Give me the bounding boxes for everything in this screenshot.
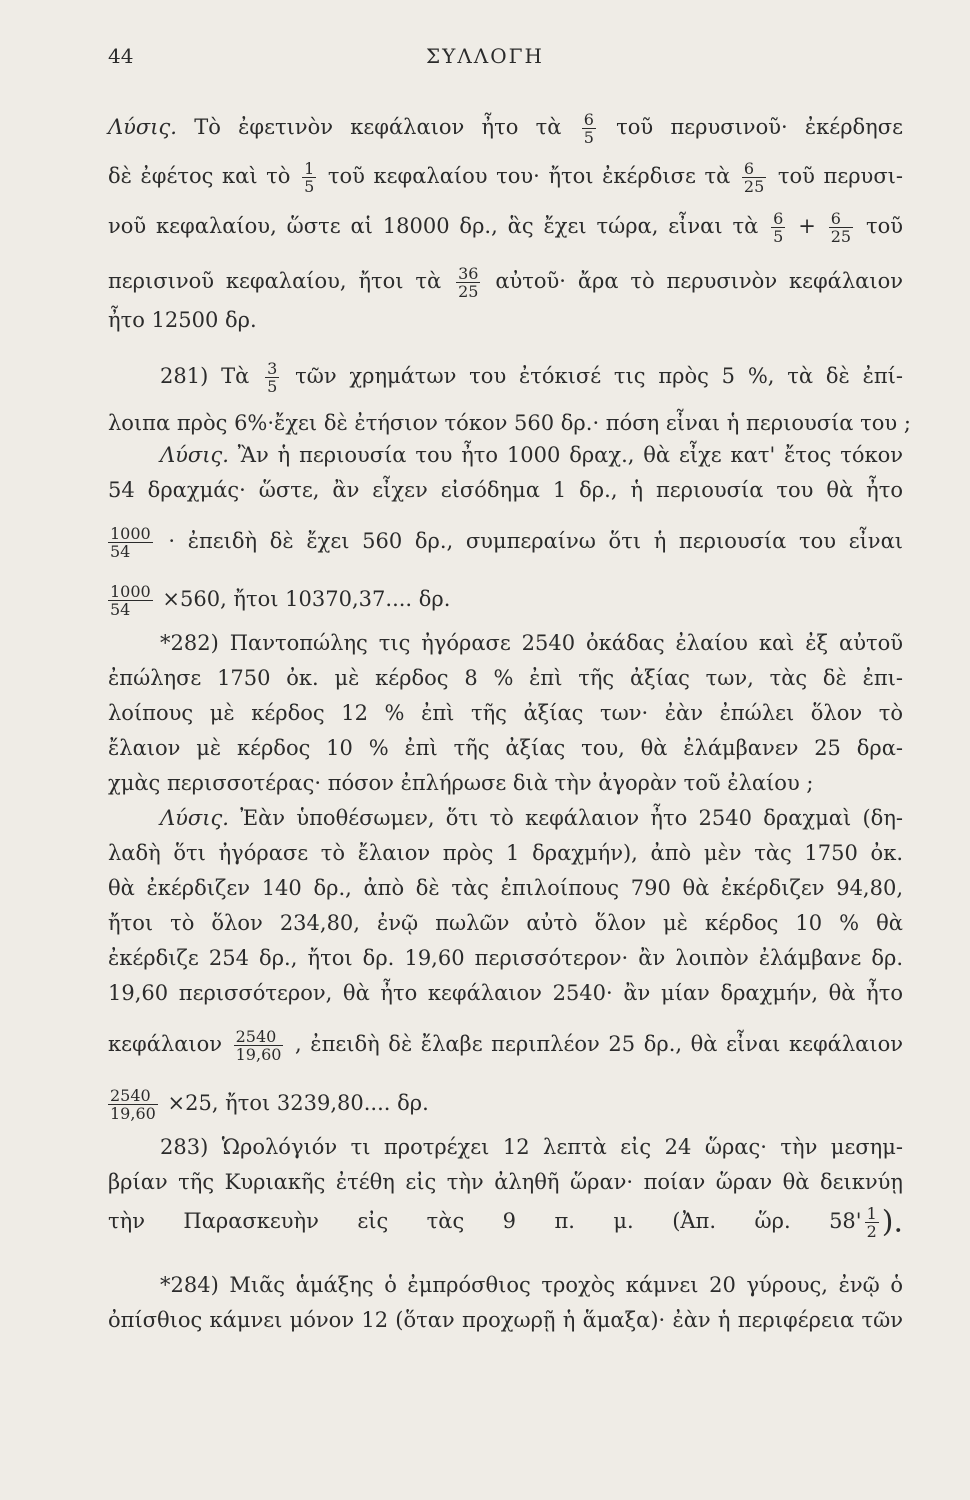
fraction: $\frac{1}{5}$ <box>304 159 315 196</box>
text-line: $\frac{1000}{54}$ ×560, ἤτοι 10370,37.... δρ. <box>110 582 451 619</box>
fraction: $\frac{6}{25}$ <box>743 159 765 196</box>
text-line: θὰ ἐκέρδιζεν 140 δρ., ἀπὸ δὲ τὰς ἐπιλοίπους 790 θὰ ἐκέρδιζεν 94,80, <box>108 876 903 900</box>
text-line: χμὰς περισσοτέρας· πόσον ἐπλήρωσε διὰ τὴν ἀγορὰν τοῦ ἐλαίου ; <box>108 771 814 795</box>
text-line: τὴν Παρασκευὴν εἰς τὰς 9 π. μ. (Ἀπ. ὥρ. 58' $\frac{1}{2}$ ). <box>108 1204 903 1241</box>
fraction: $\frac{2540}{19,60}$ <box>235 1027 282 1064</box>
text-line: δὲ ἐφέτος καὶ τὸ $\frac{1}{5}$ τοῦ κεφαλαίου του· ἤτοι ἐκέρδισε τὰ $\frac{6}{25}$ τοῦ περυσι- <box>108 159 903 196</box>
fraction: $\frac{6}{5}$ <box>773 209 784 246</box>
fraction: $\frac{36}{25}$ <box>458 264 479 301</box>
text-line: 19,60 περισσότερον, θὰ ἦτο κεφάλαιον 2540· ἂν μίαν δραχμήν, θὰ ἦτο <box>108 981 903 1005</box>
fraction: $\frac{1}{2}$ <box>866 1204 877 1241</box>
text-line: λοιπα πρὸς 6%·ἔχει δὲ ἐτήσιον τόκον 560 δρ.· πόση εἶναι ἡ περιουσία του ; <box>108 411 911 435</box>
fraction: $\frac{3}{5}$ <box>267 359 278 396</box>
page-number: 44 <box>108 44 134 68</box>
problem-281: 281) Τὰ $\frac{3}{5}$ τῶν χρημάτων του ἐτόκισέ τις πρὸς 5 %, τὰ δὲ ἐπί- <box>160 359 903 396</box>
text-line: $\frac{1000}{54}$ · ἐπειδὴ δὲ ἔχει 560 δρ., συμπεραίνω ὅτι ἡ περιουσία του εἶναι <box>110 524 903 561</box>
text-line: Λύσις. Ἐὰν ὑποθέσωμεν, ὅτι τὸ κεφάλαιον ἦτο 2540 δραχμαὶ (δη- <box>160 806 903 830</box>
text-line: λαδὴ ὅτι ἠγόρασε τὸ ἔλαιον πρὸς 1 δραχμήν), ἀπὸ μὲν τὰς 1750 ὀκ. <box>108 841 903 865</box>
text-line: ἤτοι τὸ ὅλον 234,80, ἐνῷ πωλῶν αὐτὸ ὅλον μὲ κέρδος 10 % θὰ <box>108 911 903 935</box>
running-header <box>0 44 970 76</box>
text-line: 54 δραχμάς· ὥστε, ἂν εἶχεν εἰσόδημα 1 δρ., ἡ περιουσία του θὰ ἦτο <box>108 478 903 502</box>
page-title: ΣΥΛΛΟΓΗ <box>426 44 544 68</box>
text-line: ἐκέρδιζε 254 δρ., ἤτοι δρ. 19,60 περισσότερον· ἂν λοιπὸν ἐλάμβανε δρ. <box>108 946 903 970</box>
text-line: βρίαν τῆς Κυριακῆς ἐτέθη εἰς τὴν ἀληθῆ ὥραν· ποίαν ὥραν θὰ δεικνύῃ <box>108 1170 903 1194</box>
fraction: $\frac{2540}{19,60}$ <box>110 1086 156 1123</box>
fraction: $\frac{6}{25}$ <box>830 209 852 246</box>
text-line: Λύσις. Τὸ ἐφετινὸν κεφάλαιον ἦτο τὰ $\frac{6}{5}$ τοῦ περυσινοῦ· ἐκέρδησε <box>108 110 903 147</box>
text-line: περισινοῦ κεφαλαίου, ἤτοι τὰ $\frac{36}{25}$ αὐτοῦ· ἄρα τὸ περυσινὸν κεφάλαιον <box>108 264 903 301</box>
answer: (Ἀπ. ὥρ. 58' $\frac{1}{2}$ ). <box>672 1204 903 1241</box>
text-line: κεφάλαιον $\frac{2540}{19,60}$ , ἐπειδὴ δὲ ἔλαβε περιπλέον 25 δρ., θὰ εἶναι κεφάλαιον <box>108 1027 903 1064</box>
text-line: λοίπους μὲ κέρδος 12 % ἐπὶ τῆς ἀξίας των· ἐὰν ἐπώλει ὅλον τὸ <box>108 701 903 725</box>
text-line: $\frac{2540}{19,60}$ ×25, ἤτοι 3239,80.... δρ. <box>110 1086 429 1123</box>
text-line: ἔλαιον μὲ κέρδος 10 % ἐπὶ τῆς ἀξίας του, θὰ ἐλάμβανεν 25 δρα- <box>108 736 903 760</box>
problem-283: 283) Ὡρολόγιόν τι προτρέχει 12 λεπτὰ εἰς 24 ὥρας· τὴν μεσημ- <box>160 1135 903 1159</box>
problem-282: *282) Παντοπώλης τις ἠγόρασε 2540 ὀκάδας ἐλαίου καὶ ἐξ αὐτοῦ <box>160 631 903 655</box>
text-line: ὀπίσθιος κάμνει μόνον 12 (ὅταν προχωρῇ ἡ ἅμαξα)· ἐὰν ἡ περιφέρεια τῶν <box>108 1308 903 1332</box>
text-line: ἦτο 12500 δρ. <box>108 308 257 332</box>
text-line: νοῦ κεφαλαίου, ὥστε αἱ 18000 δρ., ἃς ἔχει τώρα, εἶναι τὰ $\frac{6}{5}$ + $\frac{6}{25}$ τοῦ <box>108 209 903 246</box>
fraction: $\frac{1000}{54}$ <box>110 524 151 561</box>
fraction: $\frac{1000}{54}$ <box>110 582 151 619</box>
text-line: Λύσις. Ἂν ἡ περιουσία του ἦτο 1000 δραχ., θὰ εἶχε κατ' ἔτος τόκον <box>160 443 903 467</box>
text-line: ἐπώλησε 1750 ὀκ. μὲ κέρδος 8 % ἐπὶ τῆς ἀξίας των, τὰς δὲ ἐπι- <box>108 666 903 690</box>
fraction: $\frac{6}{5}$ <box>583 110 594 147</box>
problem-284: *284) Μιᾶς ἁμάξης ὁ ἐμπρόσθιος τροχὸς κάμνει 20 γύρους, ἐνῷ ὁ <box>160 1273 903 1297</box>
